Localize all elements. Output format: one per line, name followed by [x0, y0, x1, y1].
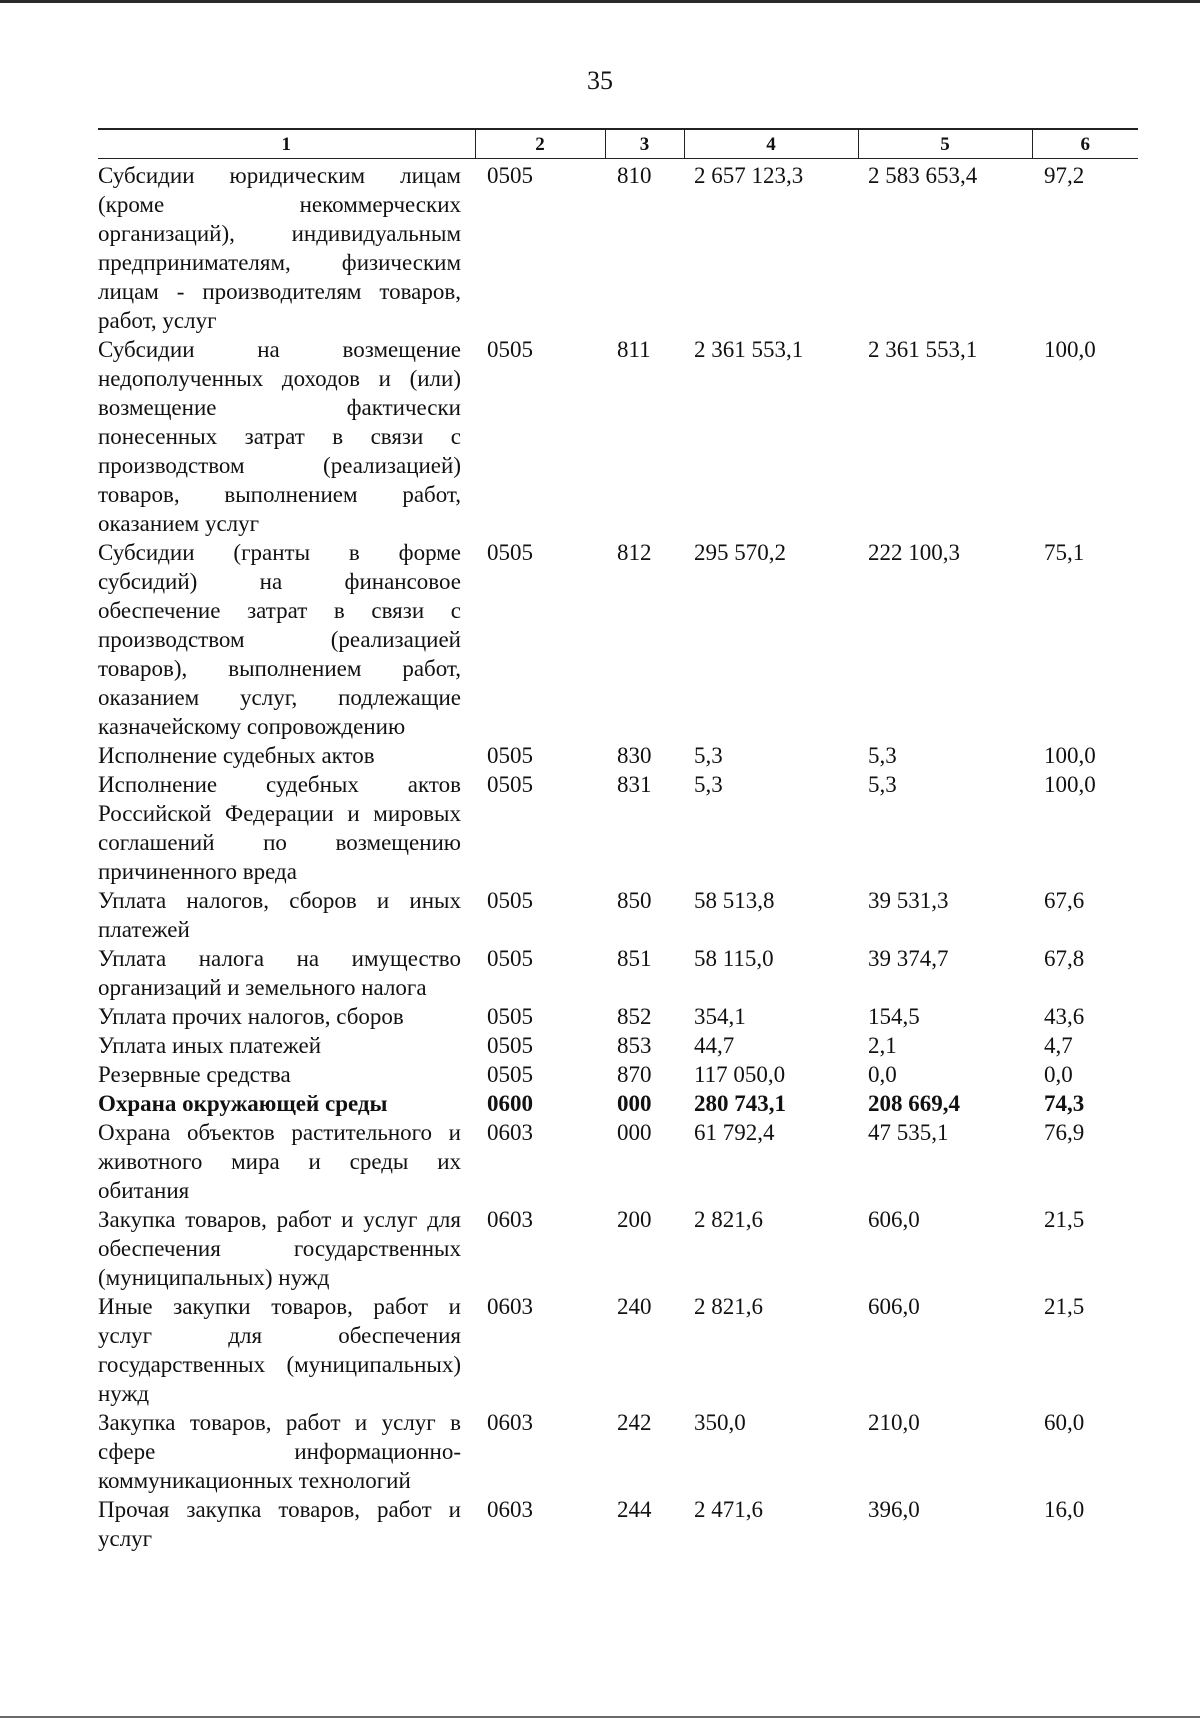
- header-col-2: 2: [475, 129, 605, 159]
- row-plan-amount: 58 115,0: [694, 946, 774, 971]
- row-plan-amount: 280 743,1: [694, 1091, 786, 1116]
- row-percent: 4,7: [1044, 1033, 1073, 1058]
- row-expense-type: 851: [617, 946, 652, 971]
- row-expense-type: 242: [617, 1410, 652, 1435]
- row-name: Уплата налога на имущество организаций и земельного налога: [98, 946, 461, 1000]
- table-row: [98, 538, 1138, 741]
- row-name: Иные закупки товаров, работ и услуг для обеспечения государственных (муниципальных) нужд: [98, 1294, 461, 1406]
- table-row: [98, 1002, 1138, 1031]
- row-percent: 100,0: [1044, 743, 1096, 768]
- table-row: [98, 159, 1138, 336]
- row-section-code: 0505: [487, 772, 533, 797]
- table-row: [98, 770, 1138, 886]
- row-percent: 97,2: [1044, 163, 1085, 188]
- row-plan-amount: 295 570,2: [694, 540, 786, 565]
- row-name: Прочая закупка товаров, работ и услуг: [98, 1497, 461, 1551]
- table-row: [98, 1495, 1138, 1553]
- row-percent: 67,6: [1044, 888, 1085, 913]
- row-plan-amount: 117 050,0: [694, 1062, 786, 1087]
- row-percent: 60,0: [1044, 1410, 1085, 1435]
- row-percent: 74,3: [1044, 1091, 1085, 1116]
- row-fact-amount: 39 374,7: [868, 946, 949, 971]
- row-percent: 75,1: [1044, 540, 1085, 565]
- row-fact-amount: 5,3: [868, 772, 897, 797]
- row-expense-type: 812: [617, 540, 652, 565]
- row-plan-amount: 58 513,8: [694, 888, 775, 913]
- row-fact-amount: 208 669,4: [868, 1091, 960, 1116]
- header-col-1: 1: [98, 129, 475, 159]
- table-row: [98, 741, 1138, 770]
- row-section-code: 0505: [487, 1004, 533, 1029]
- row-expense-type: 853: [617, 1033, 652, 1058]
- row-expense-type: 852: [617, 1004, 652, 1029]
- row-fact-amount: 5,3: [868, 743, 897, 768]
- row-name: Закупка товаров, работ и услуг для обеспечения государственных (муниципальных) нужд: [98, 1207, 461, 1290]
- row-section-code: 0505: [487, 1033, 533, 1058]
- row-section-code: 0505: [487, 163, 533, 188]
- budget-table: [98, 128, 1138, 1553]
- row-section-code: 0603: [487, 1294, 533, 1319]
- row-expense-type: 810: [617, 163, 652, 188]
- row-plan-amount: 2 361 553,1: [694, 337, 804, 362]
- row-name: Субсидии (гранты в форме субсидий) на финансовое обеспечение затрат в связи с производством (реализацией товаров), выполнением работ, оказанием услуг, подлежащие казначейскому сопровождению: [98, 540, 461, 739]
- row-expense-type: 850: [617, 888, 652, 913]
- row-section-code: 0505: [487, 337, 533, 362]
- row-plan-amount: 354,1: [694, 1004, 746, 1029]
- row-name: Субсидии юридическим лицам (кроме некоммерческих организаций), индивидуальным предпринимателям, физическим лицам - производителям товаров, работ, услуг: [98, 163, 461, 333]
- row-fact-amount: 2 361 553,1: [868, 337, 978, 362]
- row-name: Охрана объектов растительного и животного мира и среды их обитания: [98, 1120, 461, 1203]
- row-plan-amount: 5,3: [694, 743, 723, 768]
- row-fact-amount: 2 583 653,4: [868, 163, 978, 188]
- row-name: Субсидии на возмещение недополученных доходов и (или) возмещение фактически понесенных затрат в связи с производством (реализацией) товаров, выполнением работ, оказанием услуг: [98, 337, 461, 536]
- row-percent: 43,6: [1044, 1004, 1085, 1029]
- header-col-5: 5: [858, 129, 1032, 159]
- row-plan-amount: 2 657 123,3: [694, 163, 804, 188]
- row-name: Уплата прочих налогов, сборов: [98, 1004, 404, 1029]
- table-header: [98, 129, 1138, 159]
- table-body: [98, 159, 1138, 1554]
- header-col-4: 4: [684, 129, 858, 159]
- row-expense-type: 244: [617, 1497, 652, 1522]
- row-section-code: 0505: [487, 1062, 533, 1087]
- row-fact-amount: 606,0: [868, 1207, 920, 1232]
- row-percent: 100,0: [1044, 337, 1096, 362]
- table-row: [98, 944, 1138, 1002]
- row-plan-amount: 2 821,6: [694, 1207, 763, 1232]
- row-section-code: 0603: [487, 1497, 533, 1522]
- row-fact-amount: 0,0: [868, 1062, 897, 1087]
- row-plan-amount: 44,7: [694, 1033, 735, 1058]
- header-col-6: 6: [1032, 129, 1138, 159]
- table-row: [98, 1089, 1138, 1118]
- row-section-code: 0505: [487, 743, 533, 768]
- row-expense-type: 000: [617, 1091, 652, 1116]
- row-percent: 16,0: [1044, 1497, 1085, 1522]
- row-fact-amount: 2,1: [868, 1033, 897, 1058]
- row-plan-amount: 61 792,4: [694, 1120, 775, 1145]
- row-fact-amount: 154,5: [868, 1004, 920, 1029]
- row-fact-amount: 210,0: [868, 1410, 920, 1435]
- table-row: [98, 1292, 1138, 1408]
- row-expense-type: 831: [617, 772, 652, 797]
- header-row: [98, 129, 1138, 159]
- row-name: Уплата иных платежей: [98, 1033, 322, 1058]
- row-expense-type: 240: [617, 1294, 652, 1319]
- row-section-code: 0603: [487, 1120, 533, 1145]
- row-name: Исполнение судебных актов: [98, 743, 375, 768]
- row-percent: 21,5: [1044, 1207, 1085, 1232]
- table-row: [98, 886, 1138, 944]
- row-section-code: 0600: [487, 1091, 533, 1116]
- row-percent: 0,0: [1044, 1062, 1073, 1087]
- row-section-code: 0603: [487, 1207, 533, 1232]
- row-expense-type: 000: [617, 1120, 652, 1145]
- page-number: 35: [587, 66, 613, 95]
- row-fact-amount: 396,0: [868, 1497, 920, 1522]
- row-plan-amount: 350,0: [694, 1410, 746, 1435]
- row-section-code: 0505: [487, 888, 533, 913]
- row-percent: 67,8: [1044, 946, 1085, 971]
- table-row: [98, 1205, 1138, 1292]
- row-expense-type: 811: [617, 337, 651, 362]
- row-name: Охрана окружающей среды: [98, 1091, 388, 1116]
- row-fact-amount: 222 100,3: [868, 540, 960, 565]
- row-percent: 21,5: [1044, 1294, 1085, 1319]
- row-plan-amount: 5,3: [694, 772, 723, 797]
- table-row: [98, 1118, 1138, 1205]
- row-fact-amount: 606,0: [868, 1294, 920, 1319]
- row-name: Закупка товаров, работ и услуг в сфере информационно-коммуникационных технологий: [98, 1410, 461, 1493]
- header-col-3: 3: [605, 129, 684, 159]
- row-percent: 76,9: [1044, 1120, 1085, 1145]
- table-row: [98, 1031, 1138, 1060]
- table-row: [98, 1060, 1138, 1089]
- row-plan-amount: 2 821,6: [694, 1294, 763, 1319]
- row-plan-amount: 2 471,6: [694, 1497, 763, 1522]
- row-fact-amount: 39 531,3: [868, 888, 949, 913]
- row-expense-type: 870: [617, 1062, 652, 1087]
- row-name: Уплата налогов, сборов и иных платежей: [98, 888, 461, 942]
- table-row: [98, 1408, 1138, 1495]
- row-section-code: 0603: [487, 1410, 533, 1435]
- row-expense-type: 830: [617, 743, 652, 768]
- row-percent: 100,0: [1044, 772, 1096, 797]
- row-fact-amount: 47 535,1: [868, 1120, 949, 1145]
- row-section-code: 0505: [487, 946, 533, 971]
- scan-edge-top: [0, 0, 1200, 3]
- row-section-code: 0505: [487, 540, 533, 565]
- table-row: [98, 335, 1138, 538]
- row-name: Исполнение судебных актов Российской Федерации и мировых соглашений по возмещению причиненного вреда: [98, 772, 461, 884]
- row-name: Резервные средства: [98, 1062, 291, 1087]
- row-expense-type: 200: [617, 1207, 652, 1232]
